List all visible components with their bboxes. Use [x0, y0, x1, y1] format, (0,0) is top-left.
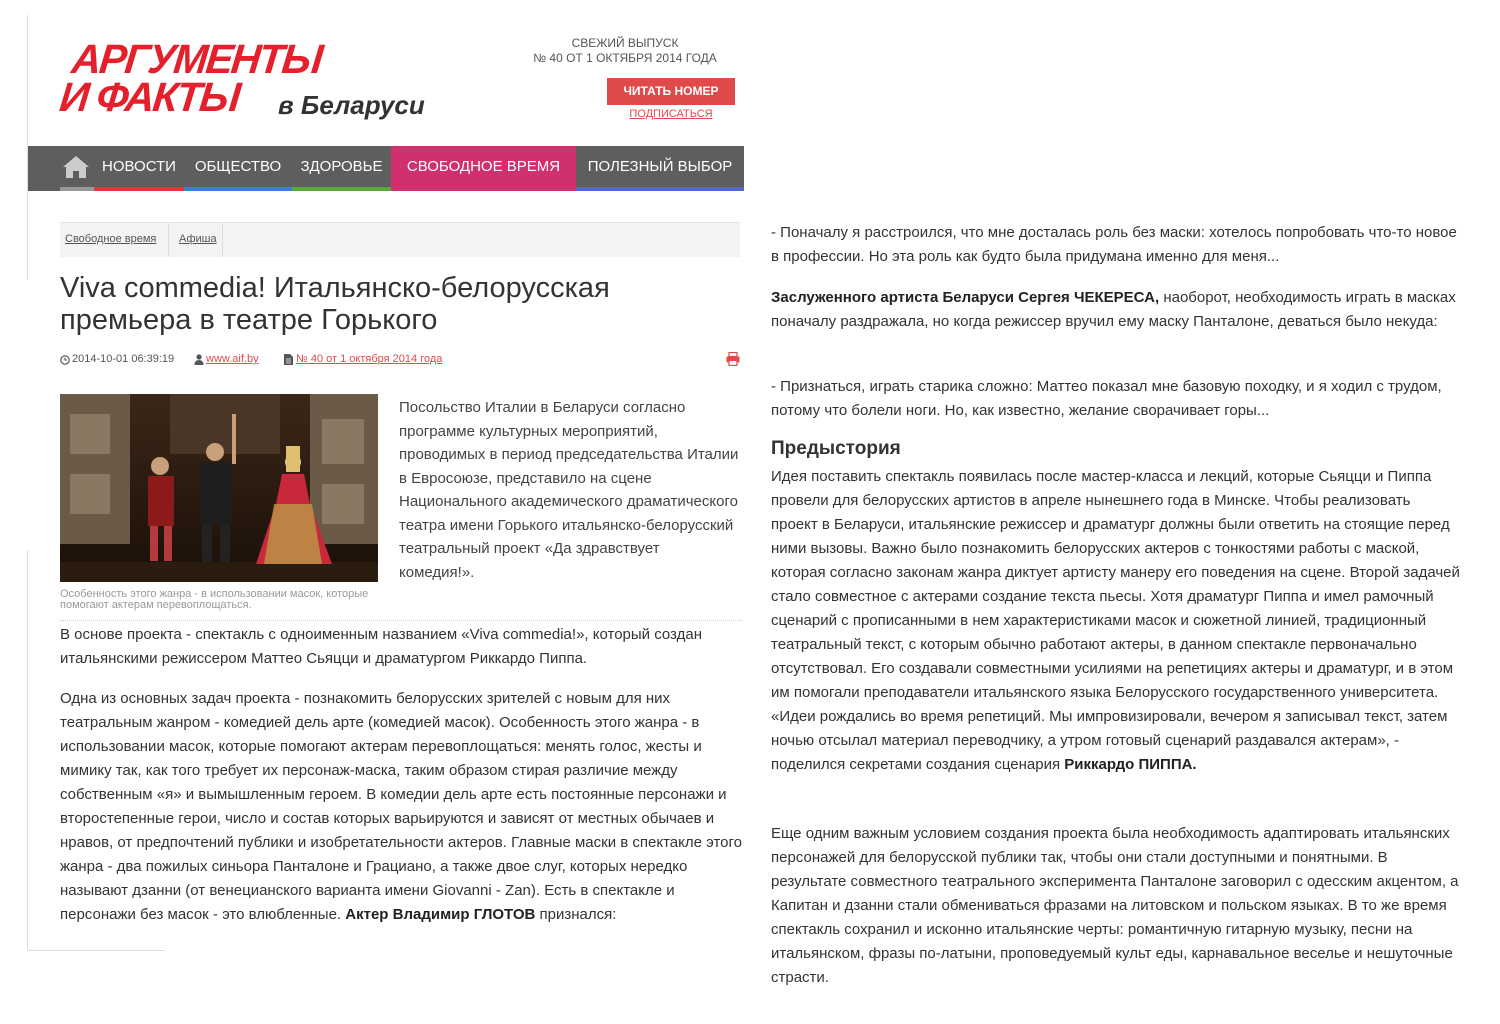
- subscribe-link[interactable]: ПОДПИСАТЬСЯ: [629, 108, 713, 120]
- issue-link[interactable]: № 40 от 1 октября 2014 года: [296, 353, 443, 365]
- nav-bar: [576, 187, 744, 191]
- nav-label: НОВОСТИ: [102, 158, 176, 175]
- nav-useful-choice[interactable]: [576, 146, 744, 187]
- article-paragraph: В основе проекта - спектакль с одноименным названием «Viva commedia!», который создан итальянскими режиссером Маттео Сьяцци и драматургом Риккардо Пиппа.: [60, 626, 702, 667]
- nav-health[interactable]: [292, 146, 391, 187]
- paragraph-bold: Актер Владимир ГЛОТОВ: [345, 906, 536, 923]
- paragraph-text: наоборот, необходимость играть в масках поначалу раздражала, но когда режиссер вручил ему маску Панталоне, деваться было некуда:: [771, 289, 1456, 330]
- nav-bar: [184, 187, 292, 191]
- breadcrumb-free-time[interactable]: Свободное время: [65, 233, 157, 245]
- nav-label: ОБЩЕСТВО: [194, 158, 282, 175]
- article-paragraph: - Признаться, играть старика сложно: Маттео показал мне базовую походку, и я ходил с трудом, потому что болели ноги. Но, как известно, желание сворачивает горы...: [771, 378, 1442, 419]
- article-title: Viva commedia! Итальянско-белорусская премьера в театре Горького: [60, 272, 610, 336]
- paragraph-text: Одна из основных задач проекта - познакомить белорусских зрителей с новым для них театральным жанром - комедией дель арте (комедией масок). Особенность этого жанра - в использовании масок, которые помогают актерам перевоплощаться: менять голос, жесты и мимику так, как того требует их персонаж-маска, таким образом стирая различие между собственным «я» и вымышленным героем. В комедии дель арте есть постоянные персонажи и второстепенные герои, число и состав которых варьируются и зависят от местных обычаев и нравов, от предпочтений публики и изобретательности актеров. Главные маски в спектакле этого жанра - два пожилых синьора Панталоне и Грациано, а также двое слуг, которых нередко называют дзанни (от венецианского варианта имени Giovanni - Zan). Есть в спектакле и персонажи без масок - это влюбленные.: [60, 690, 742, 923]
- article-paragraph: [771, 465, 1461, 777]
- article-photo: [60, 394, 378, 582]
- nav-bar: [60, 187, 94, 191]
- nav-free-time[interactable]: [391, 146, 576, 191]
- home-icon: [63, 155, 89, 179]
- issue-number: № 40 ОТ 1 ОКТЯБРЯ 2014 ГОДА: [533, 51, 717, 65]
- logo-line2: И ФАКТЫ: [57, 74, 242, 120]
- nav-society[interactable]: [184, 146, 292, 187]
- paragraph-text: признался:: [539, 906, 617, 923]
- breadcrumb-afisha[interactable]: Афиша: [179, 233, 217, 245]
- main-nav: [28, 146, 744, 191]
- breadcrumb-separator: [222, 223, 223, 257]
- nav-label: ЗДОРОВЬЕ: [300, 158, 383, 175]
- user-icon: [194, 354, 204, 365]
- logo-region: в Беларуси: [278, 90, 425, 120]
- read-issue-button[interactable]: ЧИТАТЬ НОМЕР: [607, 78, 735, 105]
- nav-label: ПОЛЕЗНЫЙ ВЫБОР: [587, 158, 733, 175]
- breadcrumb: [60, 222, 740, 257]
- logo-line1: АРГУМЕНТЫ: [69, 36, 324, 82]
- photo-caption: Особенность этого жанра - в использовании масок, которые помогают актерам перевоплощаться.: [60, 588, 369, 611]
- frame-line: [27, 550, 28, 950]
- paragraph-bold: Заслуженного артиста Беларуси Сергея ЧЕКЕРЕСА,: [771, 289, 1160, 306]
- subheading: Предыстория: [771, 438, 901, 459]
- article-paragraph: [60, 687, 742, 927]
- author-link[interactable]: www.aif.by: [206, 353, 259, 365]
- site-logo[interactable]: [57, 36, 440, 120]
- theater-stage-image: [60, 394, 378, 582]
- paragraph-text: Идея поставить спектакль появилась после мастер-класса и лекций, которые Сьяцци и Пиппа провели для белорусских артистов в апреле нынешнего года в Минске. Чтобы реализовать проект в Беларуси, итальянские режиссер и драматург должны были ответить на стоящие перед ними вызовы. Важно было познакомить белорусских актеров с тонкостями работы с маской, которая согласно законам жанра диктует артисту манеру его поведения на сцене. Второй задачей стало совместное с актерами создание текста пьесы. Хотя драматург Пиппа и имел рамочный сценарий с прописанными в нем характеристиками масок и сюжетной линией, традиционный театральный текст, с которым обычно работают актеры, в данном спектакле первоначально отсутствовал. Его создавали совместными усилиями на репетициях актеры и драматург, и в этом им помогали преподаватели итальянского языка Белорусского государственного университета. «Идеи рождались во время репетиций. Мы импровизировали, вечером я записывал текст, затем ночью отсылал материал переводчику, а утром готовый сценарий раздавался актерам», - поделился секретами создания сценария: [771, 468, 1460, 773]
- breadcrumb-separator: [168, 223, 169, 257]
- issue-label: СВЕЖИЙ ВЫПУСК: [571, 36, 679, 50]
- article-paragraph: Еще одним важным условием создания проекта была необходимость адаптировать итальянских персонажей для белорусской публики так, чтобы они стали доступными и понятными. В результате совместного театрального эксперимента Панталоне заговорил с одесским акцентом, а Капитан и дзанни стали обмениваться фразами на литовском и польском языках. В то же время спектакль сохранил и исконно итальянские черты: романтичную гитарную музыку, песни на итальянском, фразы по-латыни, проповедуемый культ еды, карнавальное веселье и нешуточные страсти.: [771, 825, 1459, 986]
- article-lead: Посольство Италии в Беларуси согласно программе культурных мероприятий, проводимых в период председательства Италии в Евросоюзе, представило на сцене Национального академического драматического театра имени Горького итальянско-белорусский театральный проект «Да здравствует комедия!».: [399, 399, 739, 581]
- print-icon[interactable]: [726, 352, 740, 366]
- nav-news[interactable]: [94, 146, 184, 187]
- fresh-issue: [530, 36, 720, 66]
- article-meta: [60, 353, 742, 369]
- frame-line: [27, 950, 165, 951]
- article-datetime: 2014-10-01 06:39:19: [72, 353, 175, 365]
- nav-home[interactable]: [28, 146, 94, 187]
- article-paragraph: - Поначалу я расстроился, что мне досталась роль без маски: хотелось попробовать что-то новое в профессии. Но эта роль как будто была придумана именно для меня...: [771, 224, 1457, 265]
- nav-bar: [94, 187, 184, 191]
- divider: [60, 620, 742, 621]
- paragraph-bold: Риккардо ПИППА.: [1064, 756, 1197, 773]
- nav-bar: [292, 187, 391, 191]
- nav-label: СВОБОДНОЕ ВРЕМЯ: [406, 158, 561, 175]
- clock-icon: [60, 355, 70, 365]
- document-icon: [284, 354, 293, 365]
- article-paragraph: [771, 286, 1461, 334]
